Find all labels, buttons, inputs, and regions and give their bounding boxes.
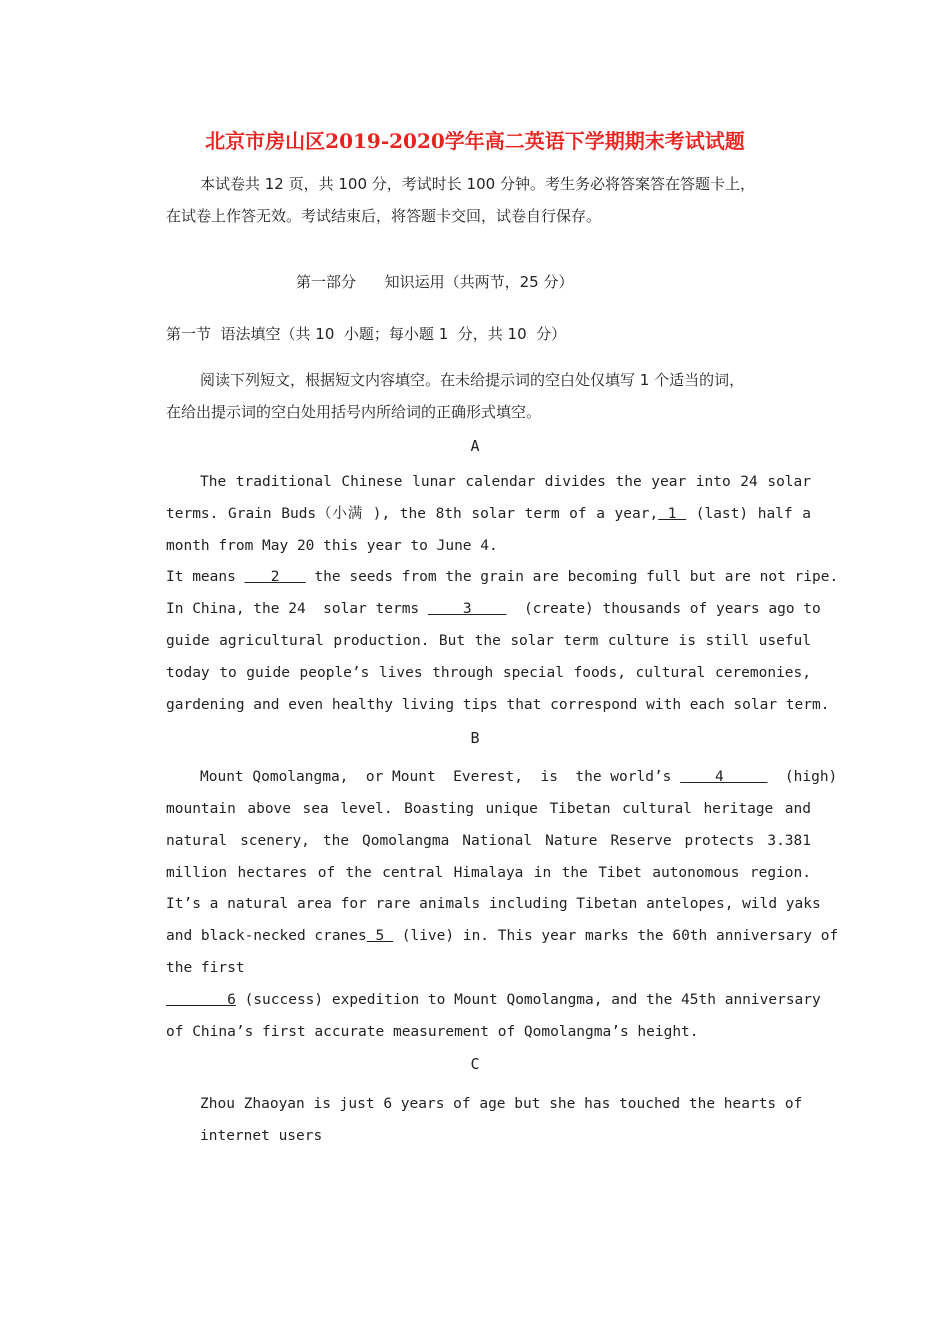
instructions-line-1: 阅读下列短文，根据短文内容填空。在未给提示词的空白处仅填写 1 个适当的词， xyxy=(200,371,745,389)
passage-a-line: month from May 20 this year to June 4. xyxy=(166,538,498,554)
passage-b-line: the first xyxy=(166,960,245,976)
passage-a-line: guide agricultural production. But the solar term culture is still useful xyxy=(166,633,811,649)
passage-a-line: The traditional Chinese lunar calendar divides the year into 24 solar xyxy=(200,474,811,490)
passage-b-text: and black-necked cranes xyxy=(166,928,367,944)
passage-b-line: It’s a natural area for rare animals including Tibetan antelopes, wild yaks xyxy=(166,896,821,912)
passage-b-label: B xyxy=(470,729,480,747)
passage-a-text: (create) thousands of years ago to xyxy=(506,601,821,617)
blank-2[interactable]: 2 xyxy=(244,569,306,585)
exam-intro-line-1: 本试卷共 12 页，共 100 分，考试时长 100 分钟。考生务必将答案答在答题卡上， xyxy=(200,175,755,193)
passage-c-label: C xyxy=(470,1055,480,1073)
passage-a-text: terms. Grain Buds（小满 ), the 8th solar term of a year, xyxy=(166,506,659,522)
passage-a-line: today to guide people’s lives through special foods, cultural ceremonies, xyxy=(166,665,811,681)
passage-a-line xyxy=(166,562,839,594)
passage-c-line: internet users xyxy=(200,1128,323,1144)
passage-b-line xyxy=(166,921,839,953)
passage-c-line: Zhou Zhaoyan is just 6 years of age but she has touched the hearts of xyxy=(200,1096,803,1112)
page-title: 北京市房山区2019-2020学年高二英语下学期期末考试试题 xyxy=(205,129,745,153)
passage-b-text: (success) expedition to Mount Qomolangma, and the 45th anniversary xyxy=(235,992,821,1008)
instructions-line-2: 在给出提示词的空白处用括号内所给词的正确形式填空。 xyxy=(166,403,542,421)
passage-b-line: natural scenery, the Qomolangma National Nature Reserve protects 3.381 xyxy=(166,833,811,849)
passage-a-line xyxy=(166,594,821,626)
passage-a-text: In China, the 24 solar terms xyxy=(166,601,428,617)
passage-a-text: (last) half a xyxy=(686,506,811,522)
passage-a-label: A xyxy=(470,437,480,455)
passage-b-line xyxy=(166,762,838,794)
exam-intro-line-2: 在试卷上作答无效。考试结束后，将答题卡交回，试卷自行保存。 xyxy=(166,207,602,225)
passage-a-text: the seeds from the grain are becoming full but are not ripe. xyxy=(305,569,839,585)
passage-b-line: million hectares of the central Himalaya in the Tibet autonomous region. xyxy=(166,865,811,881)
part-header: 第一部分 知识运用（共两节，25 分） xyxy=(296,273,574,291)
blank-6[interactable]: 6 xyxy=(166,992,236,1008)
blank-3[interactable]: 3 xyxy=(427,601,507,617)
passage-b-line: mountain above sea level. Boasting unique Tibetan cultural heritage and xyxy=(166,801,811,817)
blank-5[interactable]: 5 xyxy=(366,928,393,944)
section-header: 第一节 语法填空（共 10 小题；每小题 1 分，共 10 分） xyxy=(166,325,567,343)
blank-1[interactable]: 1 xyxy=(658,506,687,522)
passage-b-line xyxy=(166,985,821,1017)
blank-4[interactable]: 4 xyxy=(680,769,768,785)
passage-a-line xyxy=(166,499,811,531)
passage-b-line: of China’s first accurate measurement of Qomolangma’s height. xyxy=(166,1024,699,1040)
passage-b-text: (live) in. This year marks the 60th anniversary of xyxy=(393,928,839,944)
passage-a-line: gardening and even healthy living tips that correspond with each solar term. xyxy=(166,697,830,713)
passage-b-text: Mount Qomolangma, or Mount Everest, is the world’s xyxy=(200,769,681,785)
passage-a-text: It means xyxy=(166,569,245,585)
passage-b-text: (high) xyxy=(767,769,838,785)
